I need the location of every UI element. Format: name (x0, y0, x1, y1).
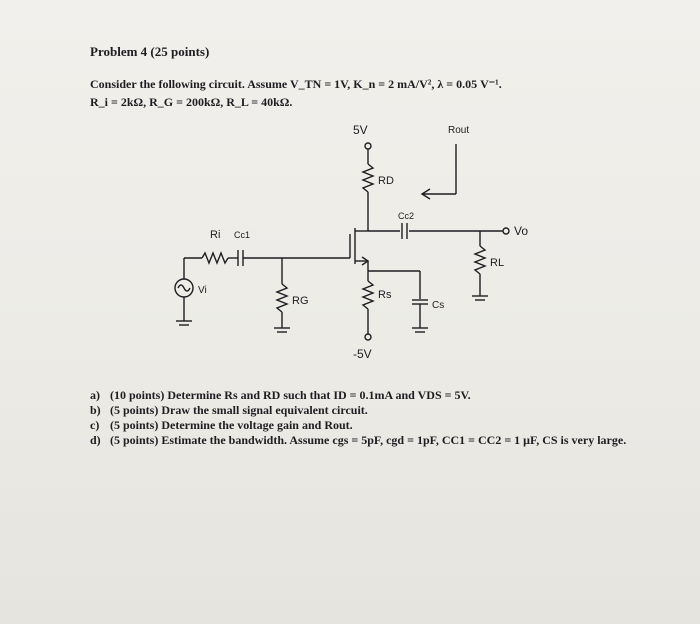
rg-resistor (274, 258, 290, 332)
cs-label: Cs (432, 300, 445, 311)
given-line-1: Consider the following circuit. Assume V_TN = 1V, K_n = 2 mA/V², λ = 0.05 V⁻¹. (90, 77, 502, 91)
question-label: d) (90, 433, 101, 447)
rd-resistor (363, 149, 373, 231)
supply-pos-terminal (365, 143, 371, 149)
problem-title: Problem 4 (25 points) (90, 44, 210, 59)
question-list (90, 388, 650, 448)
vo-terminal (503, 228, 509, 234)
given-parameters (90, 75, 650, 111)
circuit-diagram (150, 116, 550, 366)
rl-label: RL (490, 257, 505, 269)
rs-label: Rs (378, 289, 392, 301)
cc2-capacitor (402, 223, 407, 239)
question-label: b) (90, 403, 101, 417)
rd-label: RD (378, 175, 394, 187)
question-text: (5 points) Estimate the bandwidth. Assume cgs = 5pF, cgd = 1pF, CC1 = CC2 = 1 μF, CS is very large. (110, 433, 627, 447)
cc1-label: Cc1 (234, 230, 251, 240)
supply-neg-terminal (365, 334, 371, 340)
rl-resistor (472, 231, 488, 300)
vi-label: Vi (198, 285, 207, 296)
question-b (90, 403, 650, 418)
question-text: (5 points) Draw the small signal equivalent circuit. (110, 403, 368, 417)
question-text: (5 points) Determine the voltage gain and Rout. (110, 418, 353, 432)
supply-neg-label: -5V (353, 347, 372, 361)
question-a (90, 388, 650, 403)
rs-resistor (363, 271, 373, 334)
rg-label: RG (292, 295, 309, 307)
question-c (90, 418, 650, 433)
ri-resistor (184, 253, 238, 263)
ri-label: Ri (210, 229, 221, 241)
supply-pos-label: 5V (353, 123, 368, 137)
nmos-transistor (330, 228, 368, 266)
cc1-capacitor (238, 250, 243, 266)
rout-arrow (422, 144, 456, 199)
question-text: (10 points) Determine Rs and RD such that ID = 0.1mA and VDS = 5V. (110, 388, 471, 402)
cc2-label: Cc2 (398, 211, 415, 221)
question-label: c) (90, 418, 100, 432)
vo-label: Vo (514, 224, 529, 238)
given-line-2: R_i = 2kΩ, R_G = 200kΩ, R_L = 40kΩ. (90, 95, 293, 109)
cs-capacitor (412, 271, 428, 332)
question-label: a) (90, 388, 100, 402)
rout-label: Rout (448, 125, 470, 136)
question-d (90, 433, 650, 448)
vi-source (175, 279, 193, 297)
